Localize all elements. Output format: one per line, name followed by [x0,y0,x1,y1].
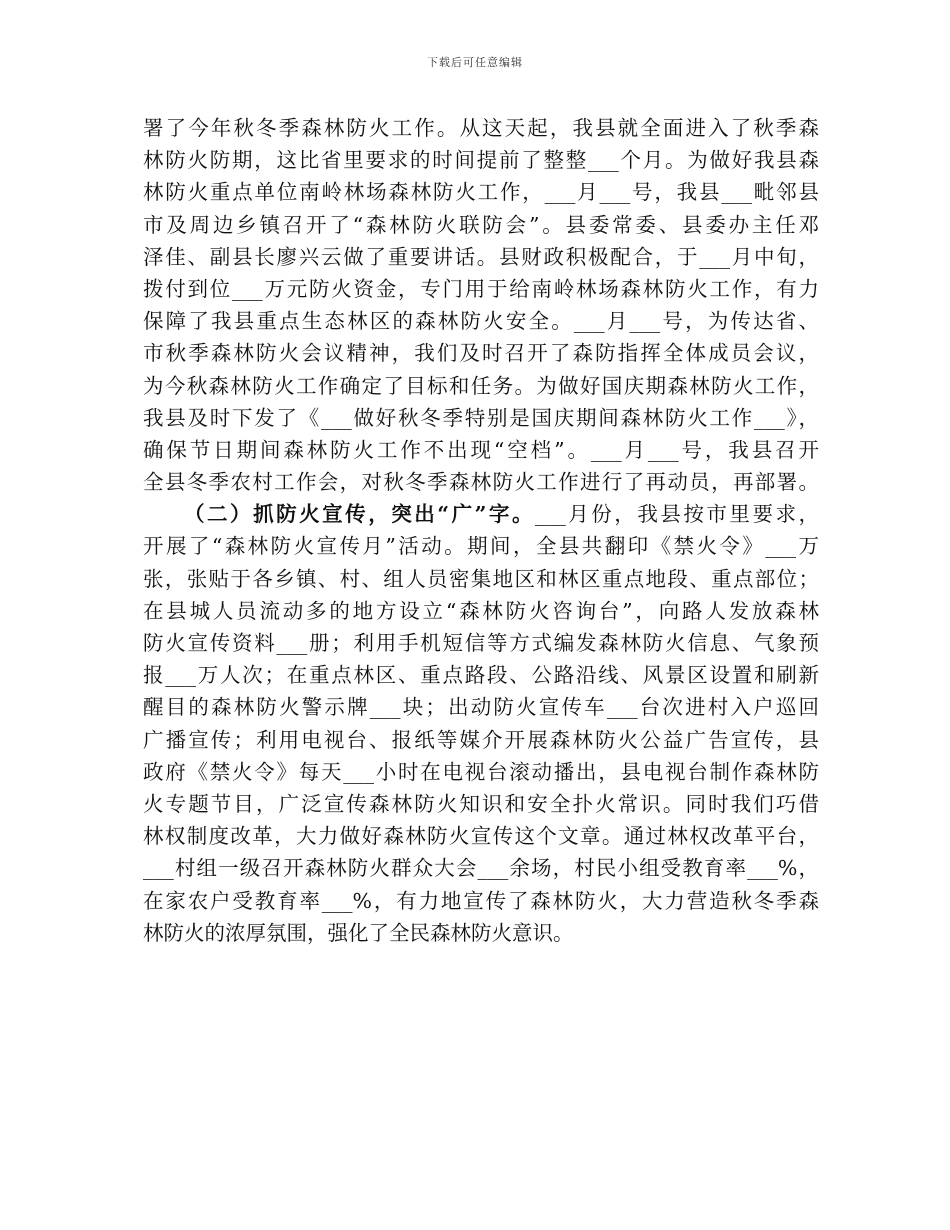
paragraph-line: 拨付到位___万元防火资金，专门用于给南岭林场森林防火工作，有力 [143,276,819,301]
paragraph-line: 政府《禁火令》每天___小时在电视台滚动播出，县电视台制作森林防 [143,759,819,784]
paragraph-line: 张，张贴于各乡镇、村、组人员密集地区和林区重点地段、重点部位； [143,566,819,591]
paragraph-line: 醒目的森林防火警示牌___块；出动防火宣传车___台次进村入户巡回 [143,695,819,720]
paragraph-line: 报___万人次；在重点林区、重点路段、公路沿线、风景区设置和刷新 [143,663,819,688]
paragraph-line: 泽佳、副县长廖兴云做了重要讲话。县财政积极配合，于___月中旬， [143,244,819,269]
paragraph-line: 防火宣传资料___册；利用手机短信等方式编发森林防火信息、气象预 [143,631,819,655]
document-body [143,112,819,949]
page-header: 下载后可任意编辑 [427,56,523,69]
paragraph-line: 署了今年秋冬季森林防火工作。从这天起，我县就全面进入了秋季森 [143,116,819,140]
paragraph-line: 林防火防期，这比省里要求的时间提前了整整___个月。为做好我县森 [143,148,819,173]
section-heading: （二）抓防火宣传，突出“广”字。 [184,502,535,527]
paragraph-line: 在家农户受教育率___%，有力地宣传了森林防火，大力营造秋冬季森 [143,888,819,913]
paragraph-line: 林权制度改革，大力做好森林防火宣传这个文章。通过林权改革平台， [143,824,819,849]
paragraph-line: 保障了我县重点生态林区的森林防火安全。___月___号，为传达省、 [143,309,819,334]
paragraph-line: 确保节日期间森林防火工作不出现“空档”。___月___号，我县召开 [143,437,819,462]
paragraph-line: 林防火的浓厚氛围，强化了全民森林防火意识。 [143,920,574,945]
paragraph-line: 市及周边乡镇召开了“森林防火联防会”。县委常委、县委办主任邓 [143,212,819,237]
paragraph-line: 林防火重点单位南岭林场森林防火工作，___月___号，我县___毗邻县 [143,180,819,205]
paragraph-line: 为今秋森林防火工作确定了目标和任务。为做好国庆期森林防火工作， [143,373,819,398]
paragraph-line: 全县冬季农村工作会，对秋冬季森林防火工作进行了再动员，再部署。 [143,470,819,495]
paragraph-line: 在县城人员流动多的地方设立“森林防火咨询台”，向路人发放森林 [143,598,819,623]
paragraph-line: 开展了“森林防火宣传月”活动。期间，全县共翻印《禁火令》___万 [143,534,819,559]
paragraph-line: 市秋季森林防火会议精神，我们及时召开了森防指挥全体成员会议， [143,341,819,366]
section-heading-rest: ___月份，我县按市里要求， [534,502,820,527]
paragraph-line: 我县及时下发了《___做好秋冬季特别是国庆期间森林防火工作___》， [143,405,819,430]
paragraph-line: 火专题节目，广泛宣传森林防火知识和安全扑火常识。同时我们巧借 [143,791,819,816]
paragraph-line: 广播宣传；利用电视台、报纸等媒介开展森林防火公益广告宣传，县 [143,727,819,752]
section-heading-line [143,498,819,530]
paragraph-line: ___村组一级召开森林防火群众大会___余场，村民小组受教育率___%， [143,856,819,881]
